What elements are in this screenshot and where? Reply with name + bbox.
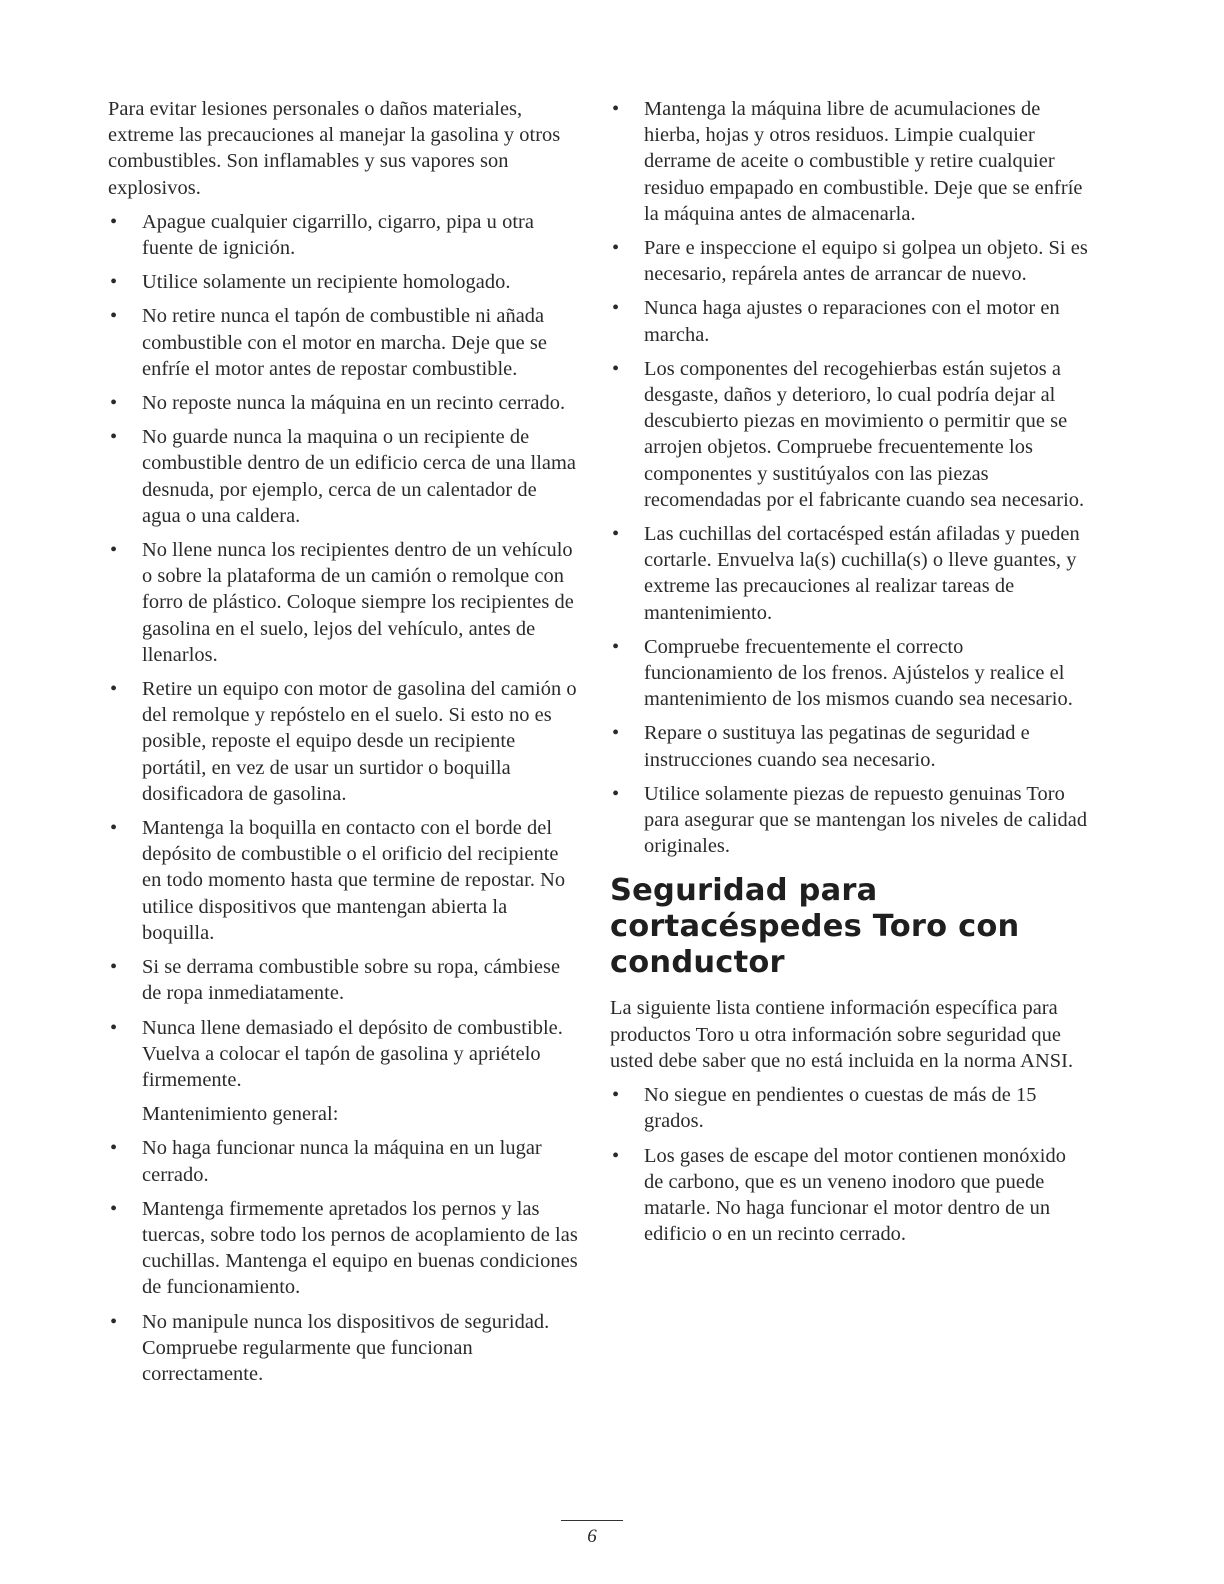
list-item-text: Compruebe frecuentemente el correcto funcionamiento de los frenos. Ajústelos y realice el mantenimiento de los mismos cuando sea necesario. [644,635,1073,711]
bullet-icon: • [110,817,118,840]
bullet-icon: • [110,426,118,449]
list-item-text: Mantenga la máquina libre de acumulaciones de hierba, hojas y otros residuos. Limpie cualquier derrame de aceite o combustible y retire cualquier residuo empapado en combustible. Deje que se enfríe la máquina antes de almacenarla. [644,98,1083,225]
list-item-text: No retire nunca el tapón de combustible ni añada combustible con el motor en marcha. Deje que se enfríe el motor antes de repostar combustible. [142,305,547,380]
bullet-icon: • [110,210,118,233]
left-column [108,96,578,1395]
list-item [108,1309,578,1388]
list-item-text: Retire un equipo con motor de gasolina del camión o del remolque y repóstelo en el suelo. Si esto no es posible, reposte el equipo desde un recipiente portátil, en vez de usar un surtidor o boquilla dosificadora de gasolina. [142,678,577,805]
maintenance-subheading: Mantenimiento general: [142,1103,339,1126]
bullet-icon: • [110,271,118,294]
list-item-text: Nunca haga ajustes o reparaciones con el motor en marcha. [644,297,1060,346]
list-item-text: Utilice solamente piezas de repuesto genuinas Toro para asegurar que se mantengan los niveles de calidad originales. [644,782,1088,858]
bullet-icon: • [110,678,118,701]
list-item-text: Si se derrama combustible sobre su ropa, cámbiese de ropa inmediatamente. [142,956,561,1005]
list-item [108,269,578,295]
list-item-text: Utilice solamente un recipiente homologado. [142,271,511,294]
bullet-icon: • [612,1084,620,1107]
list-item-text: Mantenga la boquilla en contacto con el borde del depósito de combustible o el orificio del recipiente en todo momento hasta que termine de repostar. No utilice dispositivos que mantengan abierta la boquilla. [142,817,566,944]
list-item [108,815,578,946]
toro-safety-list [610,1082,1090,1247]
list-item [610,295,1090,347]
list-item-text: Apague cualquier cigarrillo, cigarro, pipa u otra fuente de ignición. [142,210,534,260]
bullet-icon: • [612,635,620,658]
list-item-text: Los gases de escape del motor contienen monóxido de carbono, que es un veneno inodoro que puede matarle. No haga funcionar el motor dentro de un edificio o en un recinto cerrado. [644,1144,1066,1246]
list-item [610,1082,1090,1134]
bullet-icon: • [110,956,118,979]
list-item [108,537,578,668]
section-heading: Seguridad para cortacéspedes Toro con conductor [610,873,1020,981]
list-item [610,521,1090,626]
list-item [108,676,578,807]
list-item-text: Repare o sustituya las pegatinas de seguridad e instrucciones cuando sea necesario. [644,722,1030,771]
page-number: 6 [587,1526,597,1547]
list-item-text: Las cuchillas del cortacésped están afiladas y pueden cortarle. Envuelva la(s) cuchilla(s) o lleve guantes, y extreme las precauciones al realizar tareas de mantenimiento. [644,523,1080,624]
list-item-text: No haga funcionar nunca la máquina en un lugar cerrado. [142,1137,542,1186]
list-item [610,1143,1090,1248]
footer-divider [561,1520,623,1521]
list-item-text: No llene nunca los recipientes dentro de un vehículo o sobre la plataforma de un camión o remolque con forro de plástico. Coloque siempre los recipientes de gasolina en el suelo, lejos del vehículo, antes de llenarlos. [142,539,574,666]
bullet-icon: • [110,1137,118,1160]
list-item-text: Nunca llene demasiado el depósito de combustible. Vuelva a colocar el tapón de gasolina y apriételo firmemente. [142,1016,563,1091]
list-item [610,356,1090,513]
list-item [610,96,1090,227]
list-item-text: No guarde nunca la maquina o un recipiente de combustible dentro de un edificio cerca de una llama desnuda, por ejemplo, cerca de un calentador de agua o una caldera. [142,426,577,527]
maintenance-list [108,1135,578,1387]
list-item [108,303,578,382]
bullet-icon: • [612,523,620,546]
fuel-safety-list [108,209,578,1093]
list-item [108,954,578,1006]
bullet-icon: • [612,1144,620,1167]
list-item [610,720,1090,772]
list-item [108,1135,578,1187]
list-item-text: No siegue en pendientes o cuestas de más de 15 grados. [644,1084,1037,1133]
list-item [610,781,1090,860]
fuel-safety-intro: Para evitar lesiones personales o daños materiales, extreme las precauciones al manejar la gasolina y otros combustibles. Son inflamables y sus vapores son explosivos. [108,98,561,199]
bullet-icon: • [110,1310,118,1333]
bullet-icon: • [612,237,620,260]
list-item-text: No manipule nunca los dispositivos de seguridad. Compruebe regularmente que funcionan correctamente. [142,1310,550,1385]
maintenance-list-continued [610,96,1090,859]
list-item [610,235,1090,287]
list-item [108,424,578,529]
bullet-icon: • [612,297,620,320]
right-column [610,96,1090,1255]
bullet-icon: • [110,305,118,328]
list-item [108,1196,578,1301]
list-item [108,390,578,416]
bullet-icon: • [110,1197,118,1220]
list-item [108,209,578,261]
bullet-icon: • [110,1016,118,1039]
bullet-icon: • [612,782,620,805]
bullet-icon: • [110,539,118,562]
list-item [610,634,1090,713]
list-item-text: No reposte nunca la máquina en un recinto cerrado. [142,392,566,415]
bullet-icon: • [612,98,620,120]
bullet-icon: • [612,722,620,745]
list-item-text: Pare e inspeccione el equipo si golpea un objeto. Si es necesario, repárela antes de arrancar de nuevo. [644,237,1088,286]
bullet-icon: • [110,392,118,415]
list-item-text: Los componentes del recogehierbas están sujetos a desgaste, daños y deterioro, lo cual podría dejar al descubierto piezas en movimiento o permitir que se arrojen objetos. Compruebe frecuentemente los componentes y sustitúyalos con las piezas recomendadas por el fabricante cuando sea necesario. [644,357,1085,511]
list-item-text: Mantenga firmemente apretados los pernos y las tuercas, sobre todo los pernos de acoplamiento de las cuchillas. Mantenga el equipo en buenas condiciones de funcionamiento. [142,1197,578,1299]
list-item [108,1015,578,1094]
section-intro: La siguiente lista contiene información específica para productos Toro u otra información sobre seguridad que usted debe saber que no está incluida en la norma ANSI. [610,997,1074,1072]
bullet-icon: • [612,357,620,380]
